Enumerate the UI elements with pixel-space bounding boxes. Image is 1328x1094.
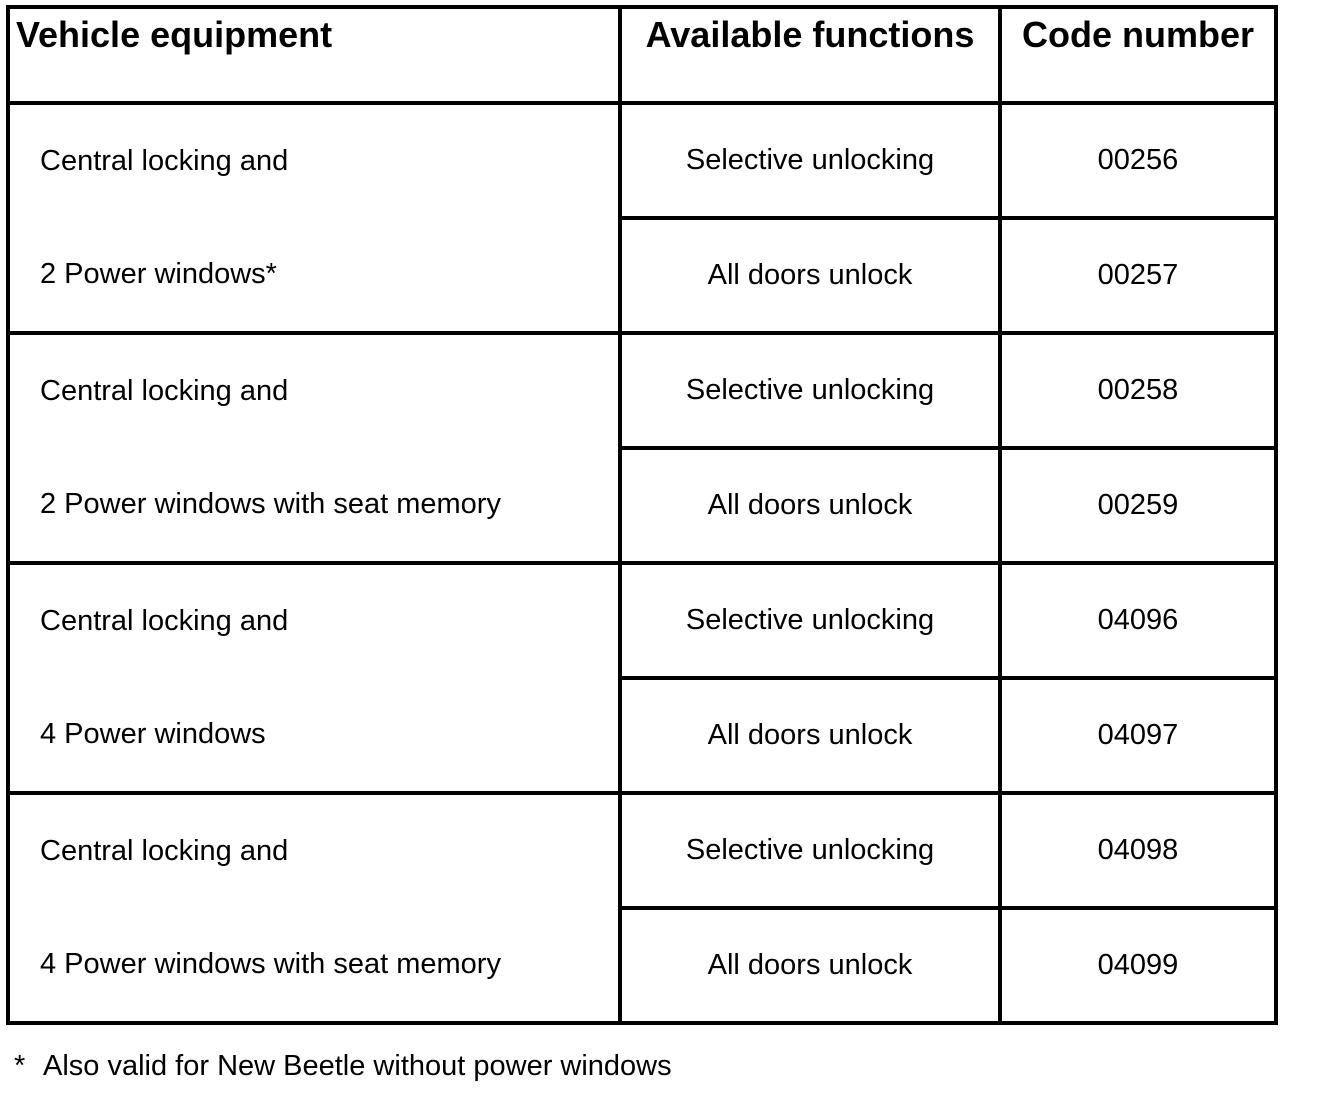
code-cell: 00256 [1000,103,1276,218]
function-cell: Selective unlocking [620,333,1000,448]
function-cell: Selective unlocking [620,793,1000,908]
equipment-cell [8,333,620,563]
equipment-line: Central locking and [40,835,289,867]
table-header-row [8,7,1276,103]
function-cell: All doors unlock [620,448,1000,563]
code-cell: 04098 [1000,793,1276,908]
function-cell: All doors unlock [620,678,1000,793]
code-cell: 00258 [1000,333,1276,448]
code-cell: 04099 [1000,908,1276,1023]
header-code-number: Code number [1000,7,1276,103]
vehicle-code-table [6,5,1278,1025]
function-cell: All doors unlock [620,908,1000,1023]
equipment-line: 2 Power windows* [40,258,277,290]
function-cell: Selective unlocking [620,103,1000,218]
table-row [8,333,1276,448]
function-cell: Selective unlocking [620,563,1000,678]
footnote [14,1046,672,1086]
function-cell: All doors unlock [620,218,1000,333]
footnote-text: Also valid for New Beetle without power windows [43,1050,672,1082]
code-table-container [6,5,1278,1025]
footnote-marker: * [14,1050,26,1082]
header-available-functions: Available functions [620,7,1000,103]
equipment-cell [8,103,620,333]
code-cell: 00257 [1000,218,1276,333]
header-vehicle-equipment: Vehicle equipment [8,7,620,103]
equipment-line: 2 Power windows with seat memory [40,488,501,520]
equipment-cell [8,793,620,1023]
table-row [8,793,1276,908]
table-row [8,563,1276,678]
code-cell: 00259 [1000,448,1276,563]
code-cell: 04097 [1000,678,1276,793]
equipment-line: Central locking and [40,375,289,407]
equipment-line: 4 Power windows [40,718,266,750]
equipment-line: Central locking and [40,605,289,637]
equipment-line: Central locking and [40,145,289,177]
code-cell: 04096 [1000,563,1276,678]
equipment-cell [8,563,620,793]
equipment-line: 4 Power windows with seat memory [40,948,501,980]
table-row [8,103,1276,218]
